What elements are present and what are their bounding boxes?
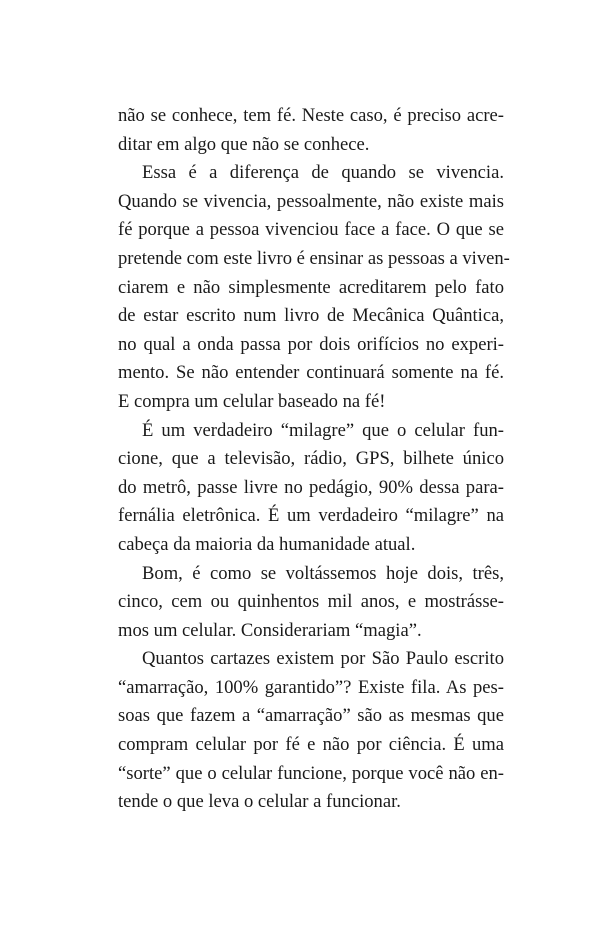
text-line: ciarem e não simplesmente acreditarem pelo fato (118, 276, 504, 298)
text-line: Essa é a diferença de quando se vivencia. (142, 162, 504, 184)
body-text (118, 102, 510, 817)
text-line: mos um celular. Considerariam “magia”. (118, 619, 422, 641)
text-line: Quantos cartazes existem por São Paulo escrito (142, 648, 504, 670)
text-line: cabeça da maioria da humanidade atual. (118, 533, 416, 555)
text-line: fernália eletrônica. É um verdadeiro “milagre” na (118, 505, 504, 527)
text-line: soas que fazem a “amarração” são as mesmas que (118, 705, 504, 727)
text-line: cione, que a televisão, rádio, GPS, bilhete único (118, 448, 504, 470)
text-line: não se conhece, tem fé. Neste caso, é preciso acre- (118, 105, 504, 126)
text-line: do metrô, passe livre no pedágio, 90% dessa para- (118, 476, 504, 498)
text-line: compram celular por fé e não por ciência. É uma (118, 734, 504, 756)
text-line: ditar em algo que não se conhece. (118, 133, 370, 155)
text-line: É um verdadeiro “milagre” que o celular fun- (142, 419, 504, 441)
text-line: “sorte” que o celular funcione, porque você não en- (118, 762, 504, 784)
text-line: pretende com este livro é ensinar as pessoas a viven- (118, 247, 510, 269)
text-line: “amarração, 100% garantido”? Existe fila. As pes- (118, 676, 504, 698)
text-line: mento. Se não entender continuará somente na fé. (118, 362, 504, 384)
text-line: E compra um celular baseado na fé! (118, 390, 386, 412)
text-line: cinco, cem ou quinhentos mil anos, e mostrásse- (118, 591, 504, 613)
text-line: no qual a onda passa por dois orifícios no experi- (118, 333, 504, 355)
text-line: Quando se vivencia, pessoalmente, não existe mais (118, 190, 504, 212)
text-line: fé porque a pessoa vivenciou face a face. O que se (118, 219, 504, 241)
text-line: tende o que leva o celular a funcionar. (118, 791, 401, 813)
text-line: de estar escrito num livro de Mecânica Quântica, (118, 305, 504, 327)
text-line: Bom, é como se voltássemos hoje dois, três, (142, 562, 504, 584)
